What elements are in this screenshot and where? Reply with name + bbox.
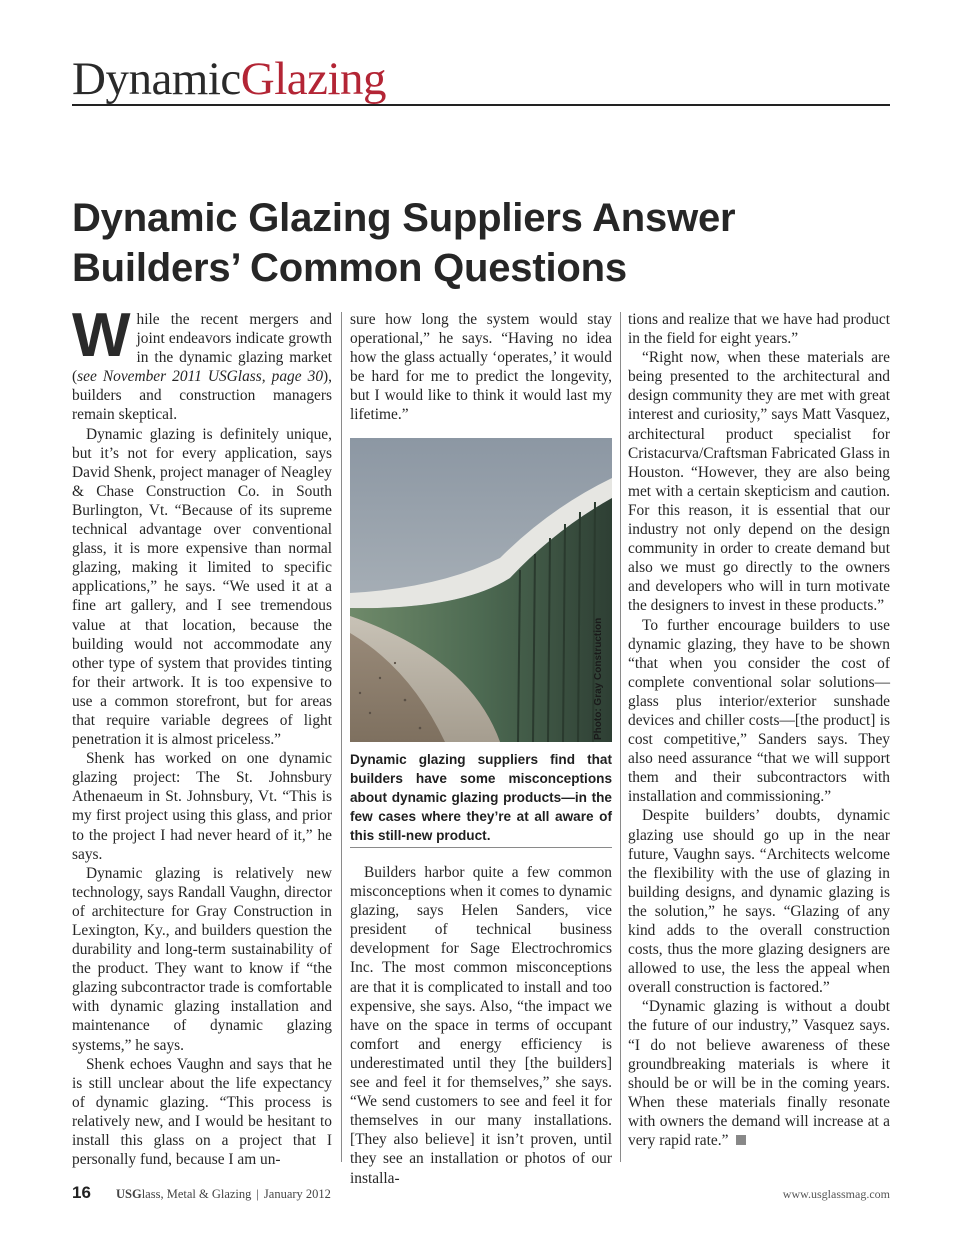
end-of-article-icon <box>736 1135 746 1145</box>
paragraph: Builders harbor quite a few common misconceptions when it comes to dynamic glazing, says Helen Sanders, vice president of technical business development for Sage Electrochromics Inc. The most common misconceptions are that it is complicated to install and too expensive, she says. Also, “the impact we have on the space in terms of occupant comfort and energy efficiency is underestimated until they [the builders] see and feel it for themselves,” she says. “We send customers to see and feel it for themselves in our many installations. [They also believe] it isn’t proven, until they see an installation or photos of our installa- <box>350 864 612 1187</box>
section-title-glazing: Glazing <box>240 53 387 105</box>
paragraph: Despite builders’ doubts, dynamic glazing use should go up in the near future, Vaughn says. “Architects welcome the flexibility with the use of glazing in building designs, and dynamic glazing is the solution,” he says. “Glazing of any kind adds to the overall construction costs, thus the more glazing designers are allowed to use, the less the appeal when overall construction is factored.” <box>628 807 890 997</box>
paragraph-text: hile the recent mergers and joint endeavors indicate growth in the dynamic glazing market ( <box>72 311 332 386</box>
website-url: www.usglassmag.com <box>782 1187 890 1201</box>
article-column-2 <box>350 310 612 425</box>
paragraph: Dynamic glazing is relatively new technology, says Randall Vaughn, director of architecture for Gray Construction in Lexington, Ky., and builders question the durability and long-term sustainability of the product. They want to know if “the glazing subcontractor trade is comfortable with dynamic glazing installation and maintenance of dynamic glazing systems,” he says. <box>72 864 332 1054</box>
drop-cap: W <box>72 301 131 370</box>
publication-info <box>116 1187 331 1202</box>
paragraph-text: “Dynamic glazing is without a doubt the future of our industry,” Vasquez says. “I do not believe awareness of these groundbreaking materials is where it should be or will be in the coming years. When these materials finally resonate with owners the demand will increase at a very rapid rate.” <box>628 998 890 1150</box>
page-number: 16 <box>72 1183 91 1202</box>
cross-reference: see November 2011 USGlass, page 30 <box>77 368 324 386</box>
photo-caption: Dynamic glazing suppliers find that builders have some misconceptions about dynamic glazing products—in the few cases where they’re at all aware of this still-new product. <box>350 752 612 843</box>
photo-credit: Photo: Gray Construction <box>593 617 604 740</box>
column-divider-2 <box>620 312 621 1162</box>
paragraph: To further encourage builders to use dynamic glazing, they have to be shown “that when you consider the cost of complete conventional solar solutions—glass plus interior/exterior sunshade devices and chiller costs—[the product] is cost competitive,” Sanders says. They also need assurance “that we will support them and their subcontractors with installation and commissioning.” <box>628 616 890 806</box>
paragraph: Shenk echoes Vaughn and says that he is still unclear about the life expectancy of dynamic glazing. “This process is relatively new, and I would be hesitant to install this glass on a project that I personally fund, because I am un- <box>72 1055 332 1169</box>
issue-date: January 2012 <box>263 1187 331 1201</box>
publication-name-bold: USG <box>116 1187 142 1201</box>
paragraph: Dynamic glazing is definitely unique, but it’s not for every application, says David Shenk, project manager of Neagley & Chase Construction Co. in South Burlington, Vt. “Because of its supreme technical advantage over conventional glass, it is more expensive than normal glazing, making it limited to specific applications,” he says. “We used it at a fine art gallery, and I see tremendous value at that location, because the building would not accommodate any other type of system that provides tinting for their artwork. It is too expensive to use a common storefront, but for areas that require variable degrees of light penetration it is almost priceless.” <box>72 425 332 749</box>
paragraph <box>628 997 890 1150</box>
paragraph-text: ), builders and construction managers remain skeptical. <box>72 368 332 424</box>
paragraph: “Right now, when these materials are being presented to the architectural and design community they are met with great interest and curiosity,” says Matt Vasquez, architectural product specialist for Cristacurva/Craftsman Fabricated Glass in Houston. “However, they are also being met with a certain skepticism and caution. For this reason, it is essential that our industry not only depend on the design community in order to create demand but also we must go directly to the owners and developers who will in turn motivate the designers to invest in these products.” <box>628 349 890 615</box>
building-photo-illustration <box>350 438 612 742</box>
article-headline <box>72 193 872 293</box>
section-header <box>72 52 890 106</box>
column-divider-1 <box>341 312 342 1162</box>
paragraph: Shenk has worked on one dynamic glazing project: The St. Johnsbury Athenaeum in St. Johnsbury, Vt. “This is my first project using this glass, and prior to the project I had never heard of it,” he says. <box>72 750 332 863</box>
page-footer <box>72 1183 890 1207</box>
caption-divider <box>350 847 612 848</box>
article-column-2-continued <box>350 863 612 1188</box>
publication-name: lass, Metal & Glazing <box>141 1187 252 1201</box>
article-column-1 <box>72 301 332 1169</box>
article-photo <box>350 438 612 742</box>
paragraph: tions and realize that we have had product in the field for eight years.” <box>628 311 890 348</box>
headline-line-2: Builders’ Common Questions <box>72 246 627 290</box>
headline-line-1: Dynamic Glazing Suppliers Answer <box>72 196 736 240</box>
footer-separator: | <box>256 1187 259 1201</box>
paragraph: sure how long the system would stay operational,” he says. “Having no idea how the glass actually ‘operates,’ it would be hard for me to predict the longevity, but I would like to think it would last my lifetime.” <box>350 311 612 424</box>
section-title-dynamic: Dynamic <box>72 53 241 105</box>
paragraph <box>72 301 332 425</box>
article-column-3 <box>628 310 890 1150</box>
